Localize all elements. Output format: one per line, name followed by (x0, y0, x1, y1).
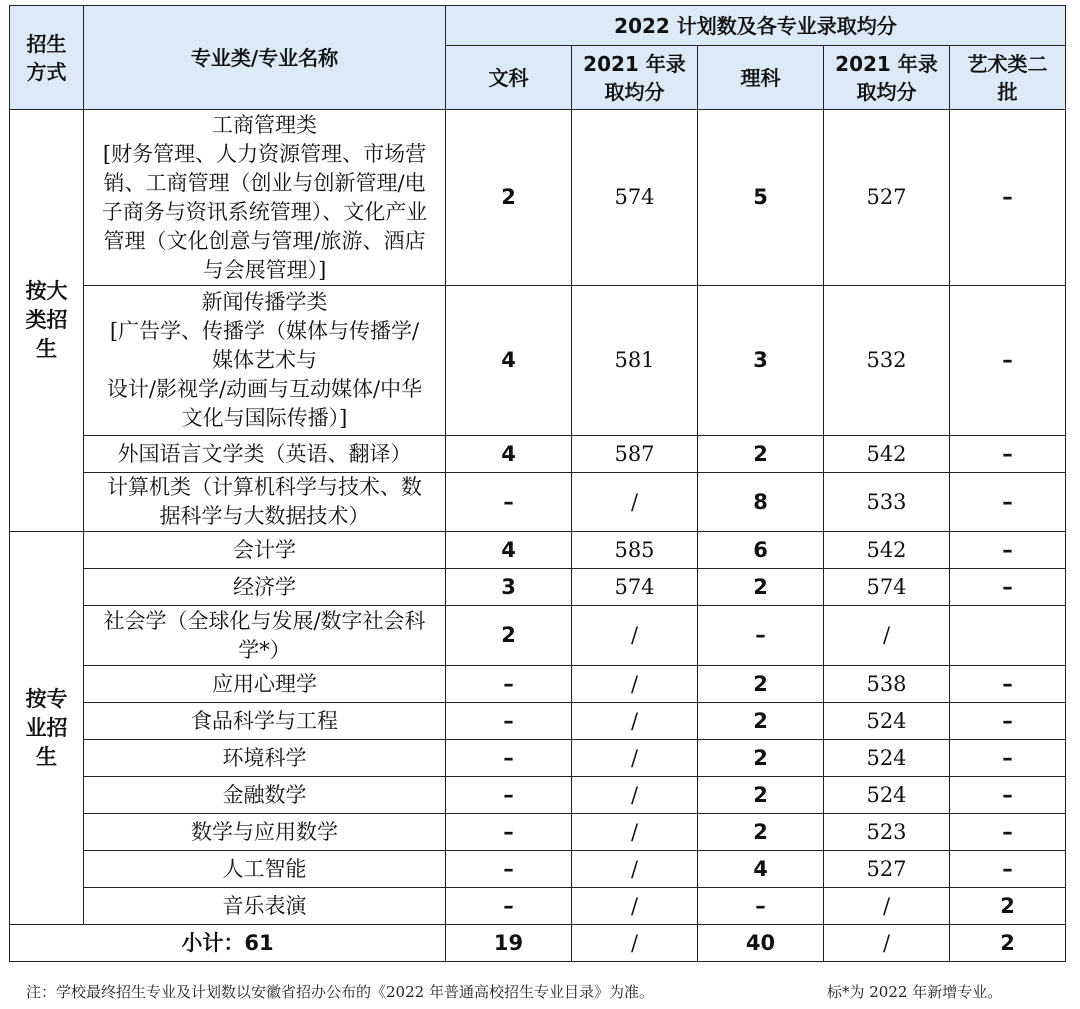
header-plan-group: 2022 计划数及各专业录取均分 (446, 6, 1066, 46)
cell-wenke: – (446, 814, 572, 851)
cell-wenke: – (446, 851, 572, 888)
cell-2021-score-like: 533 (824, 473, 950, 532)
cell-2021-score-wenke: / (572, 777, 698, 814)
cell-2021-score-like: / (824, 888, 950, 925)
cell-2021-score-like: 527 (824, 110, 950, 286)
cell-2021-score-like: 574 (824, 569, 950, 606)
cell-like: 8 (698, 473, 824, 532)
cell-2021-score-like: / (824, 606, 950, 666)
major-name-line: 环境科学 (222, 745, 307, 770)
cell-like: 4 (698, 851, 824, 888)
major-name (84, 110, 446, 286)
cell-2021-score-wenke: 581 (572, 286, 698, 436)
table-row (10, 436, 1066, 473)
cell-2021-score-wenke: 585 (572, 532, 698, 569)
major-name (84, 569, 446, 606)
major-name-line: 文化与国际传播）] (181, 406, 348, 430)
major-name-line: 与会展管理）] (202, 257, 327, 282)
header-major: 专业类/专业名称 (84, 6, 446, 110)
cell-art: – (950, 851, 1066, 888)
cell-wenke: 2 (446, 606, 572, 666)
cell-2021-score-like: 527 (824, 851, 950, 888)
cell-2021-score-wenke: / (572, 666, 698, 703)
cell-2021-score-like: 523 (824, 814, 950, 851)
major-name (84, 851, 446, 888)
major-name (84, 814, 446, 851)
cell-like: 2 (698, 436, 824, 473)
major-name-line: 据科学与大数据技术） (159, 504, 370, 528)
cell-2021-score-wenke: 574 (572, 569, 698, 606)
cell-wenke: – (446, 777, 572, 814)
major-name-line: 外国语言文学类（英语、翻译） (117, 441, 412, 466)
cell-2021-score-like: 532 (824, 286, 950, 436)
major-name-line: 食品科学与工程 (191, 708, 338, 733)
cell-2021-score-like: 538 (824, 666, 950, 703)
cell-2021-score-like: 542 (824, 532, 950, 569)
table-row (10, 606, 1066, 666)
cell-wenke: 2 (446, 110, 572, 286)
table-row (10, 814, 1066, 851)
cell-wenke: – (446, 703, 572, 740)
cell-art: – (950, 740, 1066, 777)
header-like: 理科 (698, 46, 824, 110)
cell-art: – (950, 777, 1066, 814)
cell-2021-score-wenke: / (572, 703, 698, 740)
cell-art (950, 606, 1066, 666)
major-name (84, 888, 446, 925)
cell-art: – (950, 110, 1066, 286)
major-name-line: 数学与应用数学 (191, 819, 338, 844)
subtotal-row (10, 925, 1066, 962)
major-name-line: 学*） (238, 637, 291, 662)
cell-like: – (698, 606, 824, 666)
cell-wenke: – (446, 666, 572, 703)
major-name (84, 666, 446, 703)
major-name-line: 应用心理学 (212, 671, 317, 696)
cell-2021-score-wenke: / (572, 814, 698, 851)
table-row (10, 740, 1066, 777)
cell-art: – (950, 532, 1066, 569)
subtotal-like: 40 (698, 925, 824, 962)
cell-wenke: – (446, 473, 572, 532)
major-name (84, 436, 446, 473)
admission-table (9, 5, 1066, 962)
major-name-line: 音乐表演 (222, 893, 307, 918)
major-name-line: 金融数学 (222, 782, 307, 807)
major-name-line: 媒体艺术与 (212, 348, 317, 372)
subtotal-wenke: 19 (446, 925, 572, 962)
table-row (10, 703, 1066, 740)
major-name-line: [财务管理、人力资源管理、市场营 (102, 141, 427, 166)
major-name (84, 473, 446, 532)
major-name (84, 703, 446, 740)
major-name (84, 740, 446, 777)
major-name (84, 606, 446, 666)
header-method: 招生方式 (10, 6, 84, 110)
major-name (84, 777, 446, 814)
cell-wenke: 3 (446, 569, 572, 606)
cell-like: – (698, 888, 824, 925)
cell-2021-score-wenke: / (572, 851, 698, 888)
subtotal-score-a: / (572, 925, 698, 962)
table-row (10, 473, 1066, 532)
major-name (84, 286, 446, 436)
cell-art: – (950, 666, 1066, 703)
major-name-line: 新闻传播学类 (201, 290, 328, 314)
major-name (84, 532, 446, 569)
subtotal-score-b: / (824, 925, 950, 962)
table-row (10, 777, 1066, 814)
cell-wenke: 4 (446, 286, 572, 436)
cell-2021-score-wenke: / (572, 740, 698, 777)
major-name-line: 设计/影视学/动画与互动媒体/中华 (106, 377, 423, 401)
cell-art: 2 (950, 888, 1066, 925)
major-name-line: 计算机类（计算机科学与技术、数 (107, 475, 422, 499)
footnote-right: 标*为 2022 年新增专业。 (827, 983, 1003, 1001)
group-broad-category: 按大类招生 (10, 110, 84, 532)
cell-wenke: – (446, 888, 572, 925)
cell-2021-score-like: 524 (824, 740, 950, 777)
table-row (10, 666, 1066, 703)
table-row (10, 851, 1066, 888)
header-wenke: 文科 (446, 46, 572, 110)
cell-like: 2 (698, 740, 824, 777)
cell-like: 6 (698, 532, 824, 569)
cell-art: – (950, 569, 1066, 606)
cell-like: 2 (698, 703, 824, 740)
major-name-line: 工商管理类 (212, 112, 317, 137)
subtotal-art: 2 (950, 925, 1066, 962)
cell-2021-score-wenke: / (572, 606, 698, 666)
cell-2021-score-wenke: 574 (572, 110, 698, 286)
header-2021-score-like: 2021 年录取均分 (824, 46, 950, 110)
table-row (10, 569, 1066, 606)
cell-like: 2 (698, 814, 824, 851)
cell-like: 2 (698, 777, 824, 814)
cell-art: – (950, 286, 1066, 436)
major-name-line: 会计学 (233, 537, 296, 562)
major-name-line: 管理（文化创意与管理/旅游、酒店 (103, 228, 426, 253)
table-row (10, 286, 1066, 436)
cell-2021-score-like: 542 (824, 436, 950, 473)
cell-2021-score-wenke: 587 (572, 436, 698, 473)
cell-wenke: 4 (446, 532, 572, 569)
cell-art: – (950, 703, 1066, 740)
cell-2021-score-like: 524 (824, 703, 950, 740)
cell-2021-score-wenke: / (572, 473, 698, 532)
group-specific-major: 按专业招生 (10, 532, 84, 925)
cell-2021-score-like: 524 (824, 777, 950, 814)
table-row (10, 532, 1066, 569)
cell-art: – (950, 473, 1066, 532)
footnote-left: 注：学校最终招生专业及计划数以安徽省招办公布的《2022 年普通高校招生专业目录》为准。 (26, 983, 654, 1001)
cell-wenke: – (446, 740, 572, 777)
table-row (10, 888, 1066, 925)
cell-art: – (950, 436, 1066, 473)
major-name-line: 子商务与资讯系统管理）、文化产业 (101, 199, 428, 224)
cell-like: 2 (698, 569, 824, 606)
cell-like: 3 (698, 286, 824, 436)
cell-wenke: 4 (446, 436, 572, 473)
major-name-line: 人工智能 (222, 856, 307, 881)
cell-like: 5 (698, 110, 824, 286)
cell-2021-score-wenke: / (572, 888, 698, 925)
cell-like: 2 (698, 666, 824, 703)
major-name-line: 经济学 (233, 574, 296, 599)
major-name-line: 销、工商管理（创业与创新管理/电 (103, 170, 426, 195)
header-art: 艺术类二批 (950, 46, 1066, 110)
major-name-line: 社会学（全球化与发展/数字社会科 (103, 608, 426, 633)
table-row (10, 110, 1066, 286)
major-name-line: [广告学、传播学（媒体与传播学/ (109, 319, 420, 343)
header-2021-score-wenke: 2021 年录取均分 (572, 46, 698, 110)
subtotal-label: 小计：61 (10, 925, 446, 962)
cell-art: – (950, 814, 1066, 851)
